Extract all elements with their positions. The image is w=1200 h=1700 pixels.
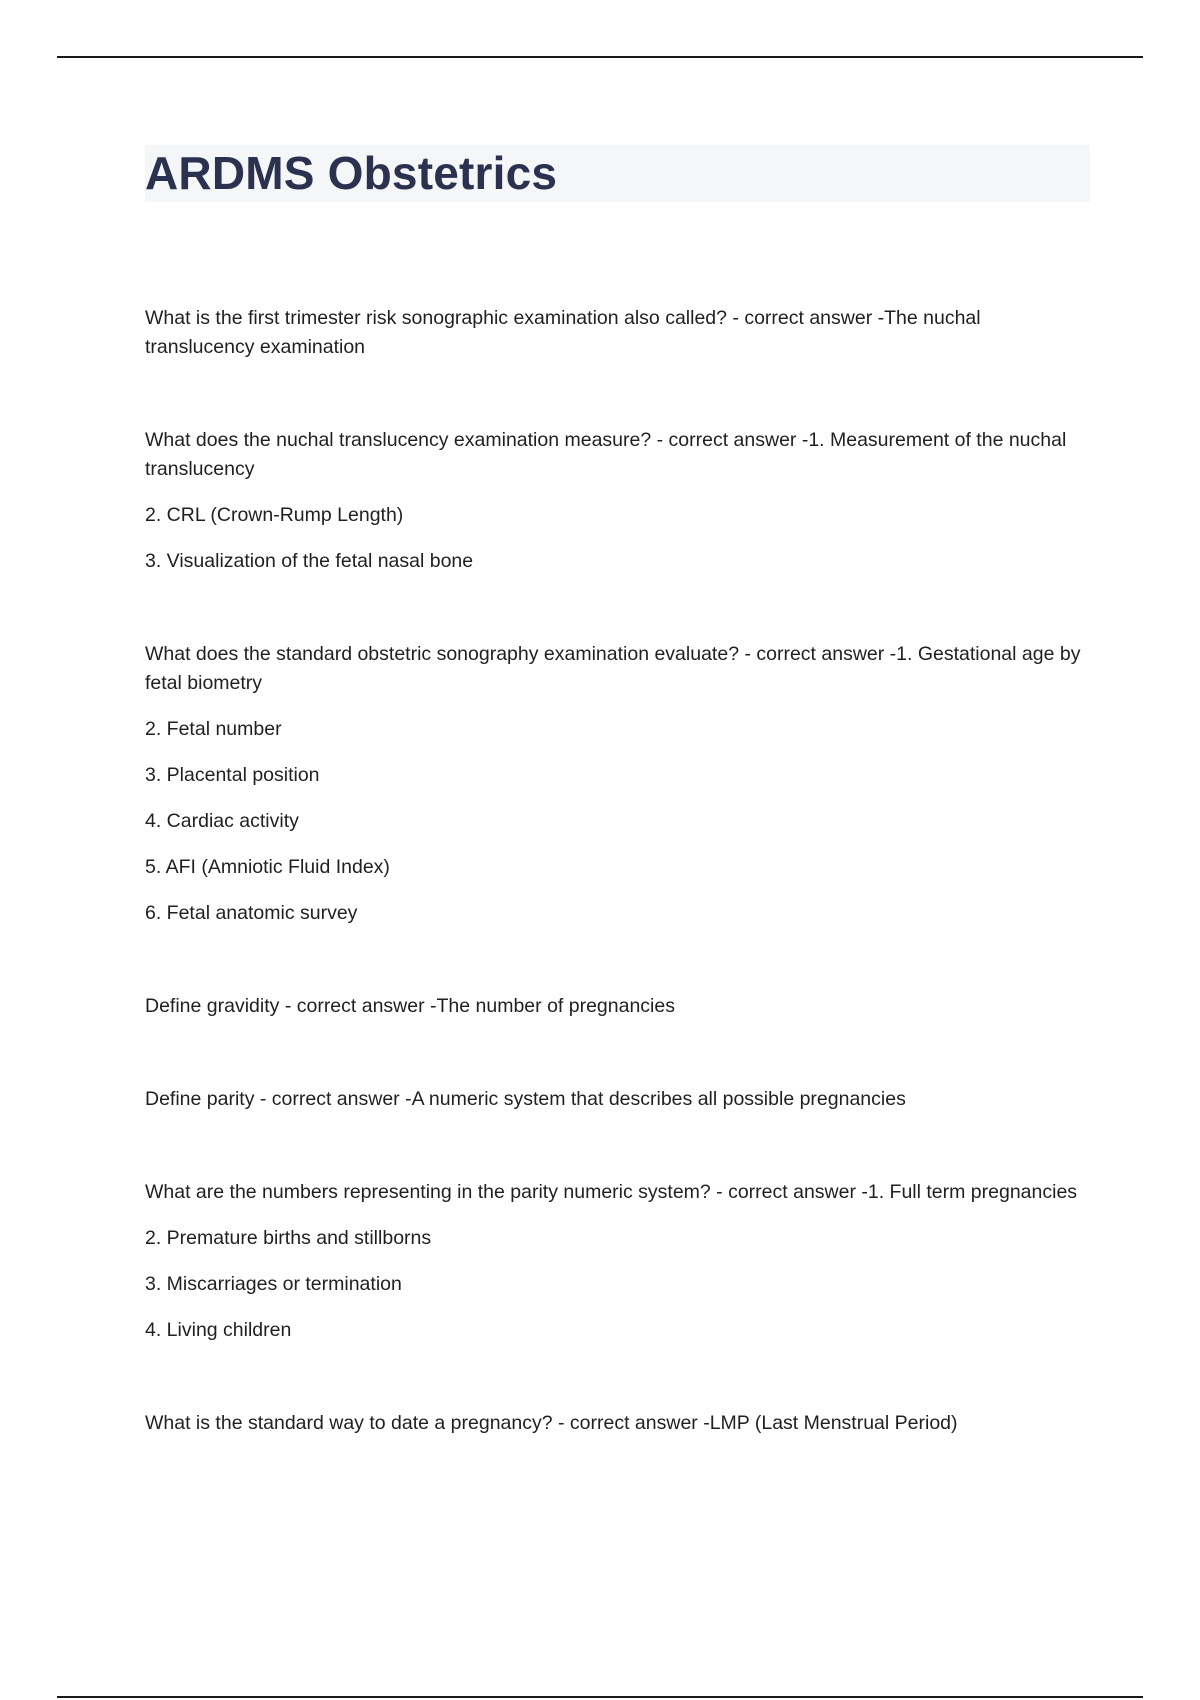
- qa-question: What is the standard way to date a pregnancy? - correct answer -LMP (Last Menstrual Period): [145, 1412, 958, 1434]
- qa-answer-line: 3. Visualization of the fetal nasal bone: [145, 550, 474, 572]
- qa-question: What does the standard obstetric sonography examination evaluate? - correct answer -1. Gestational age by fetal biometry: [145, 643, 1081, 694]
- qa-list: [145, 304, 1090, 1438]
- qa-answer-line: 4. Cardiac activity: [145, 810, 299, 832]
- qa-item: [145, 1085, 1090, 1114]
- qa-item: [145, 1409, 1090, 1438]
- qa-answer-line: 2. CRL (Crown-Rump Length): [145, 504, 404, 526]
- qa-question: Define parity - correct answer -A numeric system that describes all possible pregnancies: [145, 1088, 906, 1110]
- qa-answer-line: 6. Fetal anatomic survey: [145, 902, 358, 924]
- top-rule: [57, 56, 1143, 58]
- qa-item: [145, 304, 1090, 362]
- qa-answer-line: 2. Premature births and stillborns: [145, 1227, 432, 1249]
- title-band: [145, 145, 1090, 202]
- qa-answer-line: 2. Fetal number: [145, 718, 282, 740]
- qa-answer-line: 5. AFI (Amniotic Fluid Index): [145, 856, 390, 878]
- qa-item: [145, 426, 1090, 576]
- qa-question: What is the first trimester risk sonographic examination also called? - correct answer -The nuchal translucency examination: [145, 307, 981, 358]
- qa-item: [145, 1178, 1090, 1345]
- qa-answer-line: 3. Miscarriages or termination: [145, 1273, 402, 1295]
- qa-question: What are the numbers representing in the parity numeric system? - correct answer -1. Full term pregnancies: [145, 1181, 1078, 1203]
- document-title: ARDMS Obstetrics: [145, 147, 558, 199]
- qa-answer-line: 3. Placental position: [145, 764, 320, 786]
- bottom-rule: [57, 1696, 1143, 1698]
- qa-item: [145, 640, 1090, 928]
- qa-item: [145, 992, 1090, 1021]
- page-content: [145, 145, 1090, 1502]
- qa-question: Define gravidity - correct answer -The number of pregnancies: [145, 995, 675, 1017]
- qa-answer-line: 4. Living children: [145, 1319, 292, 1341]
- qa-question: What does the nuchal translucency examination measure? - correct answer -1. Measurement of the nuchal translucency: [145, 429, 1067, 480]
